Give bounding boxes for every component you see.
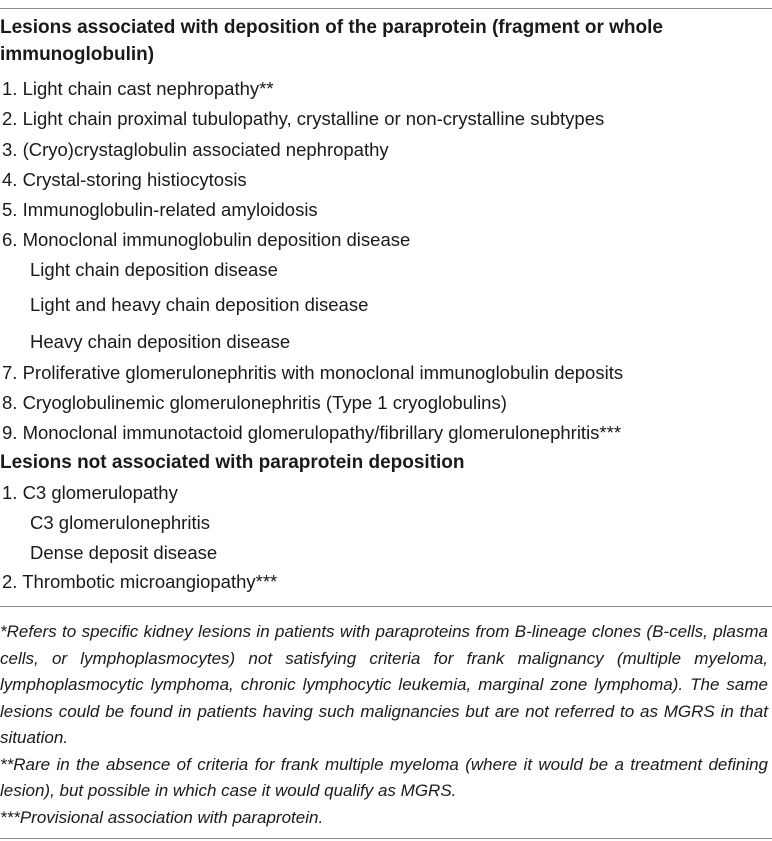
footnote-rule [0,606,772,607]
list-item: 3. (Cryo)crystaglobulin associated nephropathy [2,139,389,160]
list-item: 4. Crystal-storing histiocytosis [2,169,247,190]
list-item: 9. Monoclonal immunotactoid glomerulopathy/fibrillary glomerulonephritis*** [2,422,622,443]
section1-heading-line2: immunoglobulin) [0,44,155,65]
list-item: 1. Light chain cast nephropathy** [2,78,274,99]
footnote-1: *Refers to specific kidney lesions in patients with paraproteins from B-lineage clones (B-cells, plasma cells, or lymphoplasmocytes) not satisfying criteria for frank malignancy (multiple myeloma, lymphoplasmocytic lymphoma, chronic lymphocytic leukemia, marginal zone lymphoma). The same lesions could be found in patients having such malignancies but are not referred to as MGRS in that situation. [0,622,768,747]
list-item: 2. Light chain proximal tubulopathy, crystalline or non-crystalline subtypes [2,108,605,129]
list-item: 1. C3 glomerulopathy [2,482,178,503]
list-subitem: C3 glomerulonephritis [30,512,210,533]
list-item: 6. Monoclonal immunoglobulin deposition disease [2,229,411,250]
section1-heading-line1: Lesions associated with deposition of the paraprotein (fragment or whole [0,17,663,38]
section2-heading: Lesions not associated with paraprotein deposition [0,452,465,473]
list-item: 8. Cryoglobulinemic glomerulonephritis (Type 1 cryoglobulins) [2,392,507,413]
footnote-2: **Rare in the absence of criteria for frank multiple myeloma (where it would be a treatment defining lesion), but possible in which case it would qualify as MGRS. [0,754,768,800]
bottom-rule [0,838,772,839]
list-item: 2. Thrombotic microangiopathy*** [2,571,278,592]
footnotes [0,619,768,831]
list-subitem: Dense deposit disease [30,542,218,563]
footnote-3: ***Provisional association with paraprotein. [0,807,324,827]
list-subitem: Heavy chain deposition disease [30,331,291,352]
list-item: 7. Proliferative glomerulonephritis with monoclonal immunoglobulin deposits [2,362,624,383]
list-subitem: Light chain deposition disease [30,259,278,280]
top-rule [0,8,772,9]
list-item: 5. Immunoglobulin-related amyloidosis [2,199,318,220]
list-subitem: Light and heavy chain deposition disease [30,294,369,315]
